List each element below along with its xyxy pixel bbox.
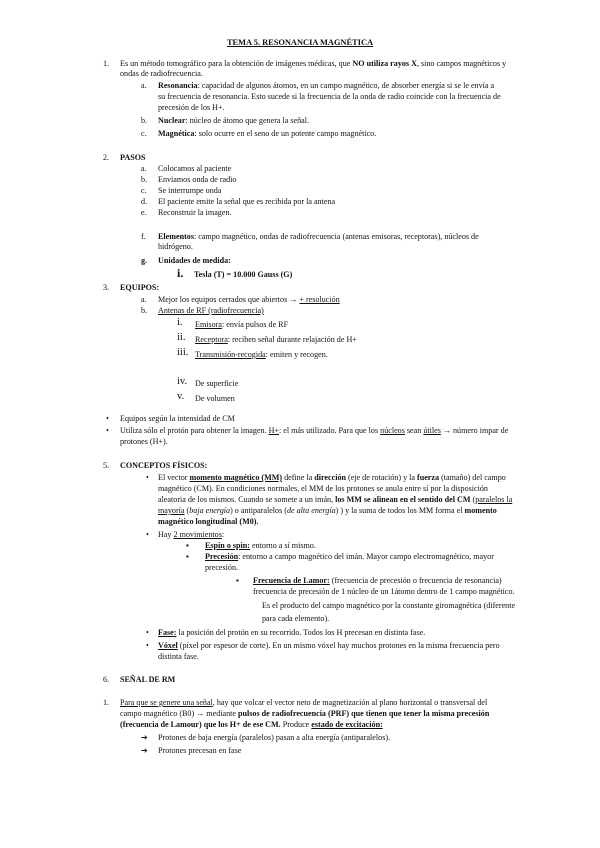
resonancia-definition-cont: precesión de los H+. [158, 103, 225, 112]
roman-numeral: i. [177, 266, 184, 280]
step-text: Enviamos onda de radio [158, 175, 237, 184]
section-6-heading: SEÑAL DE RM [120, 675, 176, 684]
section-2-number: 2. [103, 153, 110, 162]
bullet-intensidad: Equipos según la intensidad de CM [120, 414, 235, 423]
section-6-number: 6. [103, 675, 110, 684]
step-letter: e. [141, 208, 147, 217]
bullet-proton: Utiliza sólo el protón para obtener la imagen. H+: el más utilizado. Para que los núcleos sean útiles → número impar de [120, 426, 509, 435]
item-letter: g. [141, 256, 148, 265]
elementos-definition-cont: hidrógeno. [158, 242, 193, 251]
bullet-icon: • [106, 426, 109, 435]
step-text: Colocamos al paciente [158, 164, 232, 173]
antenna-receptora: Receptora: reciben señal durante relajación de H+ [195, 335, 357, 344]
nuclear-definition: Nuclear: núcleo de átomo que genera la señal. [158, 116, 310, 125]
bullet-icon: • [146, 628, 149, 637]
fase-definition: Fase: la posición del protón en su recorrido. Todos los H precesan en distinta fase. [158, 628, 426, 637]
section-1-intro: Es un método tomográfico para la obtención de imágenes médicas, que NO utiliza rayos X, sino campos magnéticos y [120, 59, 507, 68]
senal-paragraph-cont: campo magnético (B0) → mediante pulsos de radiofrecuencia (PRF) que tienen que tener la misma precesión [120, 709, 490, 718]
momento-magnetico-cont: mayoría (baja energía) o antiparalelos (de alta energía) ) y la suma de todos los MM forma el momento [158, 506, 497, 515]
momento-magnetico-paragraph: El vector momento magnético (MM) define la dirección (eje de rotación) y la fuerza (tamaño) del campo [158, 473, 506, 482]
antenna-volumen: De volumen [195, 394, 235, 403]
senal-paragraph-cont: (frecuencia de Lamour) que los H+ de ese CM. Produce estado de excitación: [120, 720, 383, 729]
step-text: Reconstruir la imagen. [158, 208, 232, 217]
bullet-icon: • [146, 473, 149, 482]
equipos-cerrados: Mejor los equipos cerrados que abiertos → + resolución [158, 295, 340, 304]
tesla-unit: Tesla (T) = 10.000 Gauss (G) [194, 270, 293, 279]
section-1-number: 1. [103, 59, 110, 68]
step-letter: b. [141, 175, 148, 184]
lamor-definition-cont: para cada elemento). [262, 614, 330, 623]
precesion-definition: Precesión: entorno a campo magnético del imán. Mayor campo electromagnético, mayor [205, 552, 494, 561]
resonancia-definition-cont: su frecuencia de resonancia. Esto sucede si la frecuencia de la onda de radio coincide con la frecuencia de [158, 92, 501, 101]
item-letter: b. [141, 116, 148, 125]
excitacion-item: Protones precesan en fase [158, 746, 242, 755]
lamor-definition: Frecuencia de Lamor: (frecuencia de precesión o frecuencia de resonancia) [253, 576, 502, 585]
momento-magnetico-cont: magnético (CM). En condiciones normales, el MM de los protones se anula entre sí por la disposición [158, 484, 488, 493]
section-5-number: 5. [103, 461, 110, 470]
step-letter: d. [141, 197, 148, 206]
roman-numeral: v. [177, 391, 185, 402]
item-letter: b. [141, 306, 148, 315]
lamor-definition-cont: Es el producto del campo magnético por la constante giromagnética (diferente [262, 601, 516, 610]
spin-definition: Espín o spin: entorno a sí mismo. [205, 541, 316, 550]
antenna-emisora: Emisora: envía pulsos de RF [195, 320, 289, 329]
bullet-icon: • [106, 414, 109, 423]
magnetica-definition: Magnética: solo ocurre en el seno de un potente campo magnético. [158, 129, 377, 138]
voxel-definition: Vóxel (píxel por espesor de corte). En un mismo vóxel hay muchos protones en la misma frecuencia pero [158, 641, 500, 650]
item-letter: a. [141, 81, 147, 90]
roman-numeral: i. [177, 317, 183, 328]
excitacion-item: Protones de baja energía (paralelos) pasan a alta energía (antiparalelos). [158, 733, 391, 742]
page-title: TEMA 5. RESONANCIA MAGNÉTICA [226, 38, 374, 47]
momento-magnetico-cont: aleatoria de los mismos. Cuando se somete a un imán, los MM se alinean en el sentido del CM (paralelos la [158, 495, 513, 504]
bullet-icon: ▪ [186, 552, 189, 561]
item-letter: a. [141, 295, 147, 304]
roman-numeral: iv. [177, 376, 188, 387]
step-text: El paciente emite la señal que es recibida por la antena [158, 197, 336, 206]
antenna-transmision: Transmisión-recogida: emiten y recogen. [195, 350, 328, 359]
voxel-definition-cont: distinta fase. [158, 652, 199, 661]
elementos-definition: Elementos: campo magnético, ondas de radiofrecuencia (antenas emisoras, receptoras), núcleos de [158, 232, 479, 241]
antenas-rf: Antenas de RF (radiofrecuencia) [158, 306, 264, 315]
antenna-superficie: De superficie [195, 379, 239, 388]
bullet-icon: ▪ [186, 541, 189, 550]
bullet-icon: • [146, 641, 149, 650]
senal-paragraph: Para que se genere una señal, hay que volcar el vector neto de magnetización al plano horizontal o transversal del [120, 698, 488, 707]
paragraph-number: 1. [103, 698, 110, 707]
item-letter: f. [141, 232, 146, 241]
bullet-icon: • [146, 530, 149, 539]
momento-magnetico-cont: magnético longitudinal (M0). [158, 517, 259, 526]
step-text: Se interrumpe onda [158, 186, 222, 195]
section-2-heading: PASOS [120, 153, 146, 162]
unidades-heading: Unidades de medida: [158, 256, 231, 265]
section-3-heading: EQUIPOS: [120, 283, 160, 292]
arrow-icon: ➔ [141, 746, 148, 755]
bullet-icon: ▪ [236, 576, 239, 585]
roman-numeral: iii. [177, 347, 189, 358]
section-5-heading: CONCEPTOS FÍSICOS: [120, 461, 208, 470]
movimientos-heading: Hay 2 movimientos: [158, 530, 225, 539]
bullet-proton-cont: protones (H+). [120, 437, 168, 446]
precesion-definition-cont: precesión. [205, 563, 239, 572]
section-1-intro-cont: ondas de radiofrecuencia. [120, 69, 203, 78]
step-letter: c. [141, 186, 147, 195]
step-letter: a. [141, 164, 147, 173]
resonancia-definition: Resonancia: capacidad de algunos átomos, en un campo magnético, de absorber energía si se le envía a [158, 81, 495, 90]
arrow-icon: ➔ [141, 733, 148, 742]
roman-numeral: ii. [177, 332, 186, 343]
lamor-definition-cont: frecuencia de precesión de 1 núcleo de un 1átomo dentro de 1 campo magnético. [253, 587, 515, 596]
section-3-number: 3. [103, 283, 110, 292]
item-letter: c. [141, 129, 147, 138]
